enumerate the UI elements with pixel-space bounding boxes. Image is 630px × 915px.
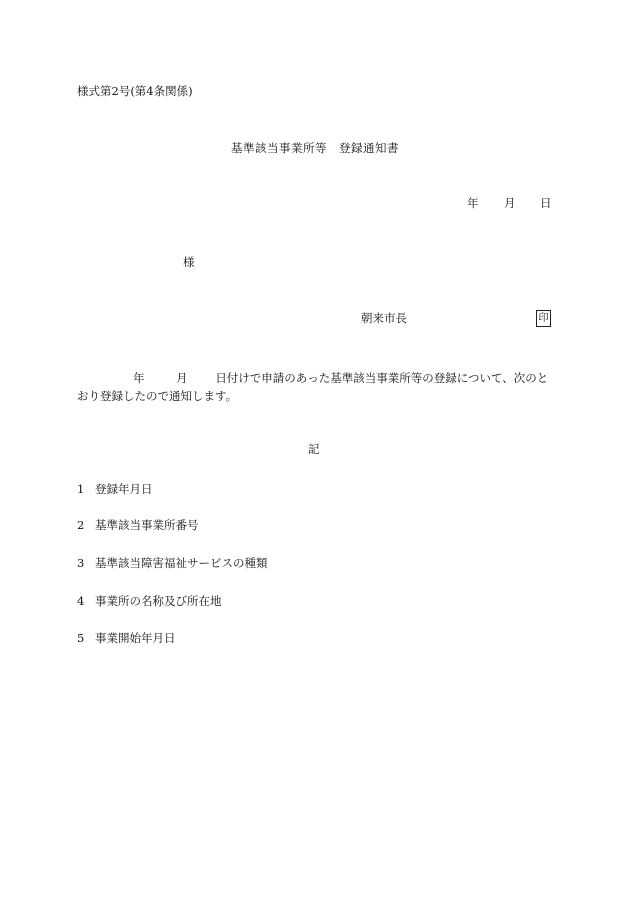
form-number-label: 様式第2号(第4条関係) [77,84,193,98]
list-item [77,596,222,608]
issuer-name: 朝来市長 [361,311,407,325]
notice-body-line-1 [77,369,551,387]
body-year-label: 年 [133,371,145,385]
list-item-label: 登録年月日 [95,482,153,496]
document-title: 基準該当事業所等 登録通知書 [231,141,399,155]
list-item-label: 事業開始年月日 [95,631,176,645]
date-day-label: 日 [540,196,552,210]
list-item-label: 基準該当事業所番号 [95,518,199,532]
body-month-label: 月 [176,371,188,385]
body-line1-text: 日付けで申請のあった基準該当事業所等の登録について、次のと [215,371,549,385]
notice-body-line-2: おり登録したので通知します。 [77,389,238,403]
list-item-number: 1 [77,482,85,496]
list-item-number: 2 [77,518,85,532]
seal-mark: 印 [536,310,551,327]
list-item-number: 5 [77,631,85,645]
list-item [77,484,153,496]
list-item-number: 3 [77,556,85,570]
list-item [77,520,199,532]
ki-heading: 記 [308,442,320,456]
date-year-label: 年 [467,196,479,210]
addressee-suffix: 様 [183,255,195,269]
list-item [77,558,268,570]
list-item-label: 基準該当障害福祉サービスの種類 [95,556,268,570]
issue-date [467,196,552,212]
list-item [77,633,176,645]
date-month-label: 月 [504,196,516,210]
list-item-number: 4 [77,594,85,608]
list-item-label: 事業所の名称及び所在地 [95,594,222,608]
notice-body [77,369,551,405]
